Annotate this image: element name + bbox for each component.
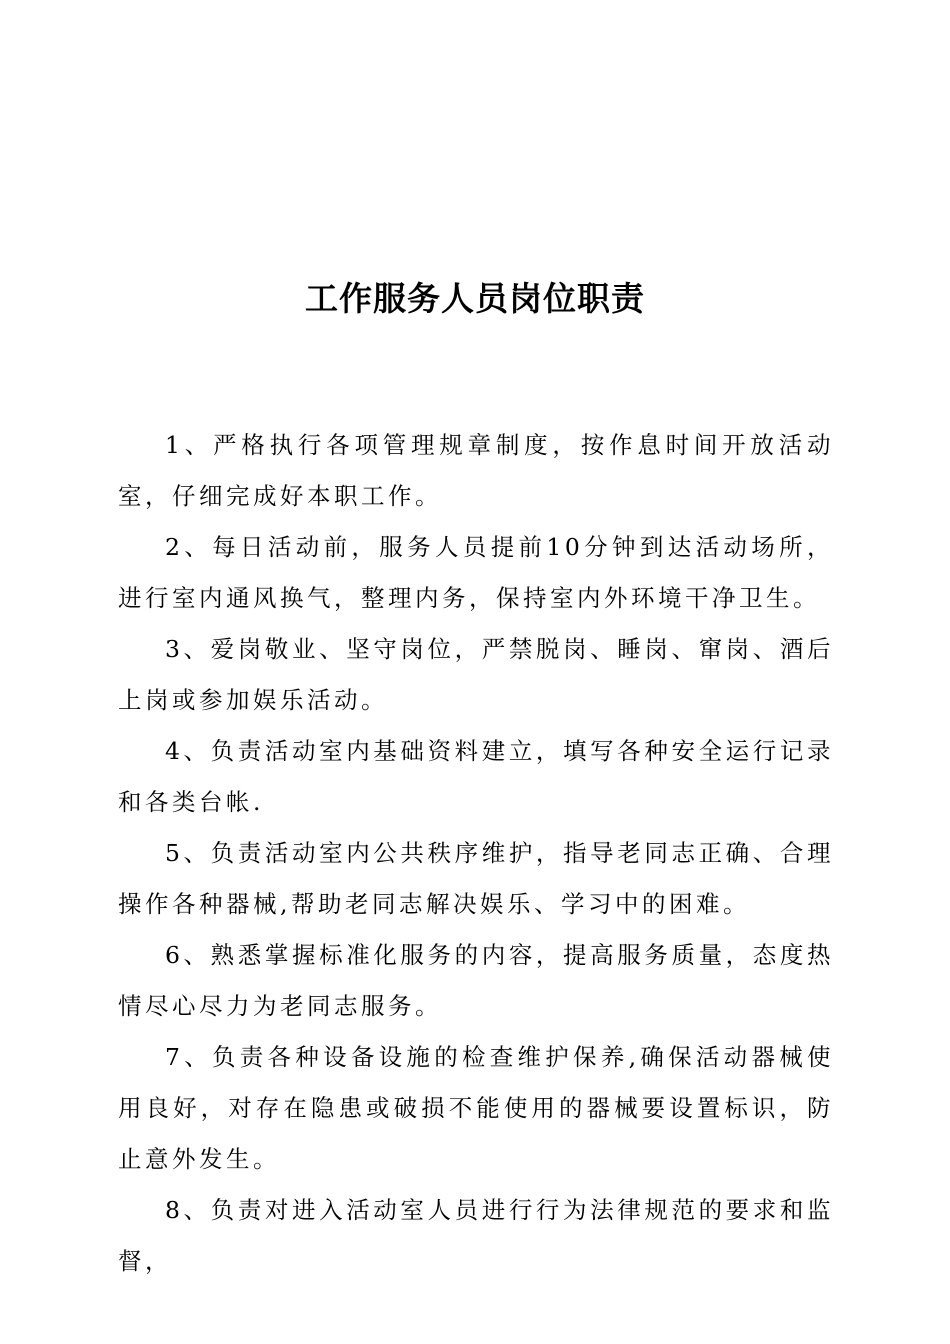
document-body	[118, 420, 834, 1287]
duty-item-1: 1、严格执行各项管理规章制度，按作息时间开放活动室，仔细完成好本职工作。	[118, 431, 834, 510]
duty-item-2: 2、每日活动前，服务人员提前10分钟到达活动场所，进行室内通风换气，整理内务，保持室内外环境干净卫生。	[118, 533, 834, 612]
duty-item-5: 5、负责活动室内公共秩序维护，指导老同志正确、合理操作各种器械,帮助老同志解决娱乐、学习中的困难。	[118, 839, 834, 918]
duty-item-6: 6、熟悉掌握标准化服务的内容，提高服务质量，态度热情尽心尽力为老同志服务。	[118, 941, 834, 1020]
document-title: 工作服务人员岗位职责	[305, 279, 645, 318]
duty-item-4: 4、负责活动室内基础资料建立，填写各种安全运行记录和各类台帐.	[118, 737, 834, 816]
duty-item-7: 7、负责各种设备设施的检查维护保养,确保活动器械使用良好，对存在隐患或破损不能使用的器械要设置标识，防止意外发生。	[118, 1043, 834, 1173]
duty-item-3: 3、爱岗敬业、坚守岗位，严禁脱岗、睡岗、窜岗、酒后上岗或参加娱乐活动。	[118, 635, 834, 714]
duty-item-8: 8、负责对进入活动室人员进行行为法律规范的要求和监督，	[118, 1196, 834, 1275]
